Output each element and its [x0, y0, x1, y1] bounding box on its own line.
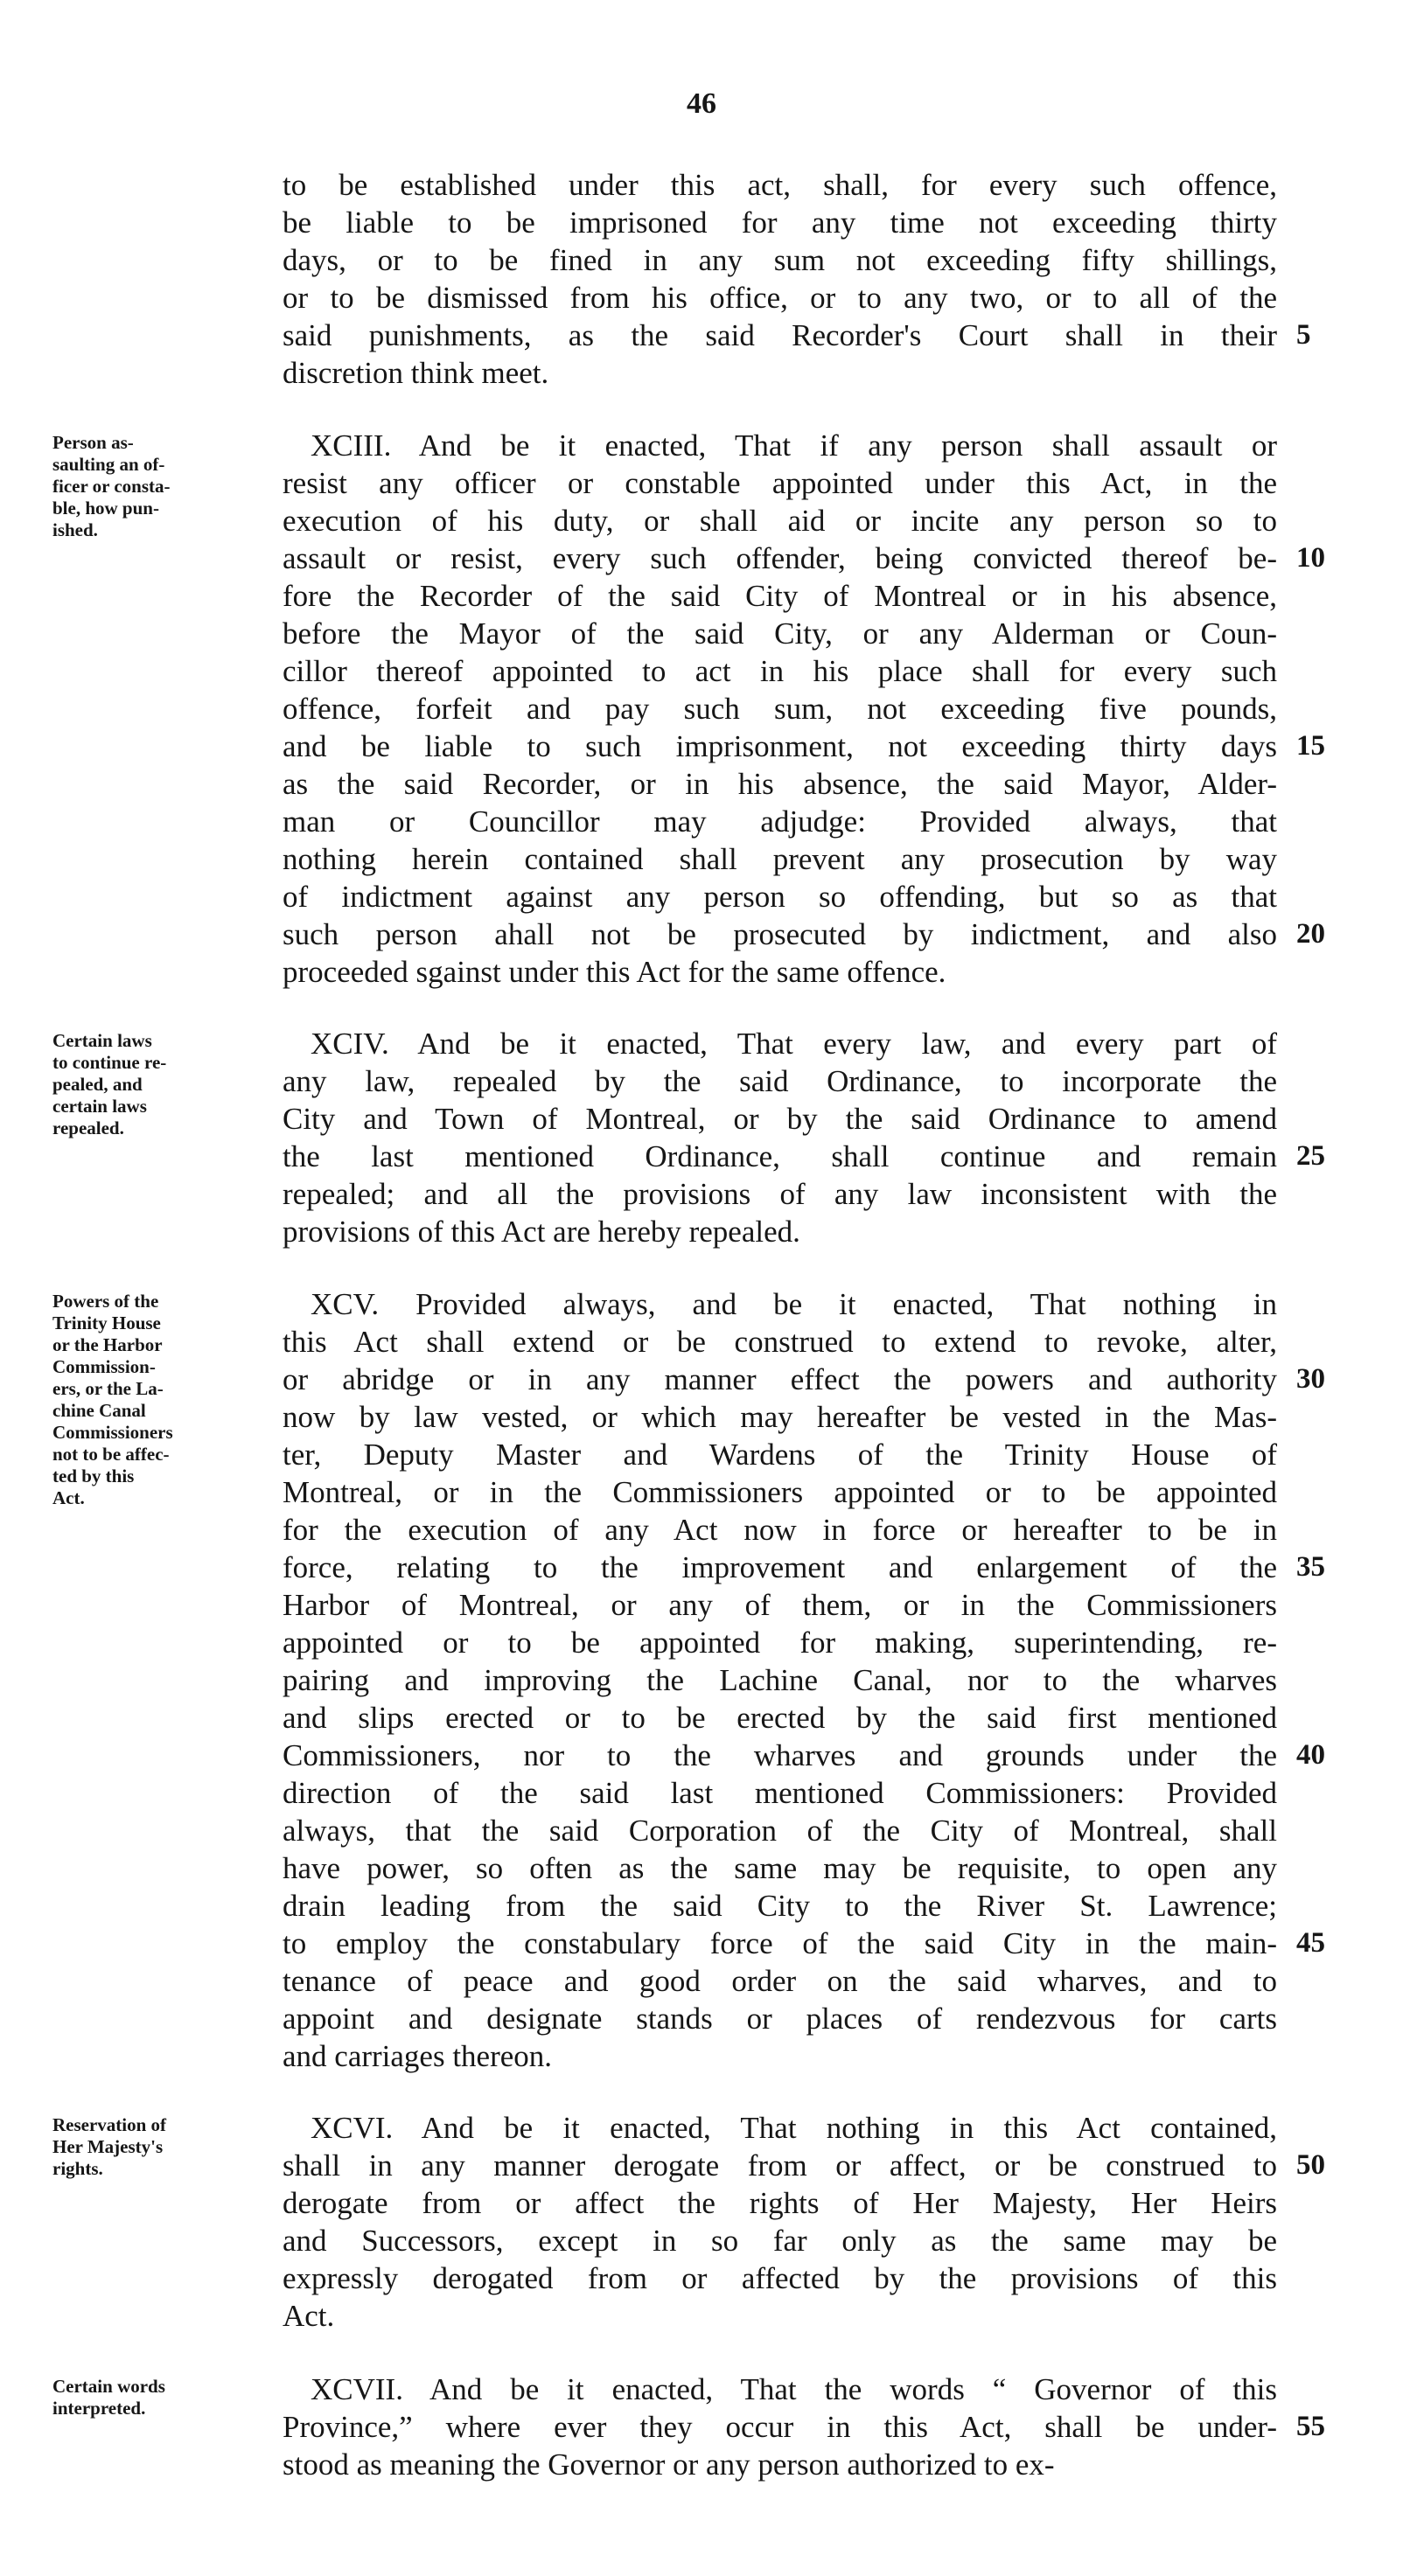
margin-note-line: Commission- — [52, 1356, 156, 1377]
text-line: said punishments, as the said Recorder's Court shall in their — [283, 318, 1277, 352]
margin-note-line: Powers of the — [52, 1291, 159, 1312]
text-line: such person ahall not be prosecuted by indictment, and also — [283, 917, 1277, 951]
margin-note-line: certain laws — [52, 1096, 147, 1117]
text-line: ter, Deputy Master and Wardens of the Trinity House of — [283, 1438, 1277, 1472]
line-number: 10 — [1296, 542, 1325, 574]
text-line: Commissioners, nor to the wharves and grounds under the — [283, 1738, 1277, 1772]
margin-note-line: Person as- — [52, 432, 134, 453]
text-line: cillor thereof appointed to act in his place shall for every such — [283, 654, 1277, 688]
text-line: fore the Recorder of the said City of Montreal or in his absence, — [283, 579, 1277, 613]
text-line: appoint and designate stands or places of rendezvous for carts — [283, 2002, 1277, 2036]
text-line: force, relating to the improvement and enlargement of the — [283, 1550, 1277, 1584]
line-number: 35 — [1296, 1551, 1325, 1583]
line-number: 20 — [1296, 918, 1325, 950]
text-line: proceeded sgainst under this Act for the same offence. — [283, 955, 946, 989]
margin-note-line: saulting an of- — [52, 454, 165, 475]
text-line: Act. — [283, 2299, 335, 2333]
line-number: 55 — [1296, 2411, 1325, 2442]
text-line: shall in any manner derogate from or affect, or be construed to — [283, 2148, 1277, 2183]
text-line: and Successors, except in so far only as the same may be — [283, 2224, 1277, 2258]
margin-note-line: ficer or consta- — [52, 476, 171, 497]
text-line: repealed; and all the provisions of any law inconsistent with the — [283, 1177, 1277, 1211]
margin-note — [52, 2376, 271, 2419]
text-line: to be established under this act, shall, for every such offence, — [283, 168, 1277, 202]
margin-note-line: pealed, and — [52, 1074, 143, 1095]
margin-note-line: Certain laws — [52, 1030, 152, 1051]
text-line: this Act shall extend or be construed to extend to revoke, alter, — [283, 1325, 1277, 1359]
line-number: 40 — [1296, 1739, 1325, 1771]
text-line: stood as meaning the Governor or any person authorized to ex- — [283, 2447, 1055, 2482]
margin-note-line: ers, or the La- — [52, 1378, 164, 1399]
margin-note-line: chine Canal — [52, 1400, 146, 1421]
text-line: as the said Recorder, or in his absence, the said Mayor, Alder- — [283, 767, 1277, 801]
text-line: appointed or to be appointed for making, superintending, re- — [283, 1626, 1277, 1660]
page-number: 46 — [687, 87, 716, 120]
text-line: of indictment against any person so offending, but so as that — [283, 880, 1277, 914]
text-line: before the Mayor of the said City, or any Alderman or Coun- — [283, 616, 1277, 651]
text-line: have power, so often as the same may be requisite, to open any — [283, 1851, 1277, 1885]
margin-note-line: Certain words — [52, 2376, 165, 2397]
margin-note-line: Trinity House — [52, 1312, 161, 1333]
text-line: derogate from or affect the rights of Her Majesty, Her Heirs — [283, 2186, 1277, 2220]
margin-note-line: ished. — [52, 519, 98, 540]
text-line: and slips erected or to be erected by the said first mentioned — [283, 1701, 1277, 1735]
text-line: always, that the said Corporation of the City of Montreal, shall — [283, 1814, 1277, 1848]
text-line: provisions of this Act are hereby repealed. — [283, 1215, 800, 1249]
text-line: any law, repealed by the said Ordinance, to incorporate the — [283, 1064, 1277, 1098]
text-line: for the execution of any Act now in force or hereafter to be in — [283, 1513, 1277, 1547]
text-line: Montreal, or in the Commissioners appointed or to be appointed — [283, 1475, 1277, 1509]
text-line: days, or to be fined in any sum not exceeding fifty shillings, — [283, 243, 1277, 277]
text-line: tenance of peace and good order on the said wharves, and to — [283, 1964, 1277, 1998]
text-line: City and Town of Montreal, or by the said Ordinance to amend — [283, 1102, 1277, 1136]
margin-note — [52, 432, 271, 541]
margin-note-line: ted by this — [52, 1466, 135, 1486]
text-line: be liable to be imprisoned for any time not exceeding thirty — [283, 205, 1277, 240]
text-line: discretion think meet. — [283, 356, 549, 390]
text-line: man or Councillor may adjudge: Provided always, that — [283, 804, 1277, 839]
text-line: XCIII. And be it enacted, That if any person shall assault or — [311, 428, 1277, 463]
text-line: and be liable to such imprisonment, not exceeding thirty days — [283, 729, 1277, 763]
margin-note-line: Her Majesty's — [52, 2136, 164, 2157]
margin-note-line: Act. — [52, 1487, 85, 1508]
text-line: direction of the said last mentioned Commissioners: Provided — [283, 1776, 1277, 1810]
text-line: Province,” where ever they occur in this Act, shall be under- — [283, 2410, 1277, 2444]
text-line: resist any officer or constable appointed under this Act, in the — [283, 466, 1277, 500]
line-number: 25 — [1296, 1140, 1325, 1172]
text-line: or to be dismissed from his office, or to any two, or to all of the — [283, 281, 1277, 315]
line-number: 30 — [1296, 1363, 1325, 1395]
margin-note-line: Commissioners — [52, 1422, 173, 1443]
margin-note-line: or the Harbor — [52, 1334, 163, 1355]
margin-note — [52, 2114, 271, 2180]
text-line: XCV. Provided always, and be it enacted, That nothing in — [311, 1287, 1277, 1321]
margin-note-line: rights. — [52, 2158, 103, 2179]
text-line: XCVI. And be it enacted, That nothing in this Act contained, — [311, 2111, 1277, 2145]
line-number: 50 — [1296, 2149, 1325, 2181]
text-line: expressly derogated from or affected by the provisions of this — [283, 2261, 1277, 2295]
text-line: pairing and improving the Lachine Canal, nor to the wharves — [283, 1663, 1277, 1697]
margin-note-line: to continue re- — [52, 1052, 167, 1073]
text-line: and carriages thereon. — [283, 2039, 553, 2073]
margin-note-line: not to be affec- — [52, 1444, 170, 1465]
margin-note — [52, 1030, 271, 1139]
text-line: XCVII. And be it enacted, That the words “ Governor of this — [311, 2372, 1277, 2406]
text-line: the last mentioned Ordinance, shall continue and remain — [283, 1139, 1277, 1173]
text-line: offence, forfeit and pay such sum, not exceeding five pounds, — [283, 692, 1277, 726]
text-line: assault or resist, every such offender, being convicted thereof be- — [283, 541, 1277, 575]
text-line: to employ the constabulary force of the said City in the main- — [283, 1926, 1277, 1960]
text-line: XCIV. And be it enacted, That every law, and every part of — [311, 1027, 1277, 1061]
text-line: Harbor of Montreal, or any of them, or in the Commissioners — [283, 1588, 1277, 1622]
line-number: 15 — [1296, 730, 1325, 762]
margin-note-line: ble, how pun- — [52, 498, 159, 519]
margin-note-line: interpreted. — [52, 2398, 146, 2419]
text-line: now by law vested, or which may hereafter be vested in the Mas- — [283, 1400, 1277, 1434]
text-line: nothing herein contained shall prevent any prosecution by way — [283, 842, 1277, 876]
text-line: execution of his duty, or shall aid or incite any person so to — [283, 504, 1277, 538]
margin-note-line: Reservation of — [52, 2114, 167, 2135]
margin-note-line: repealed. — [52, 1117, 124, 1138]
text-line: drain leading from the said City to the River St. Lawrence; — [283, 1889, 1277, 1923]
line-number: 45 — [1296, 1927, 1325, 1959]
line-number: 5 — [1296, 319, 1311, 351]
margin-note — [52, 1291, 271, 1509]
text-line: or abridge or in any manner effect the powers and authority — [283, 1362, 1277, 1396]
